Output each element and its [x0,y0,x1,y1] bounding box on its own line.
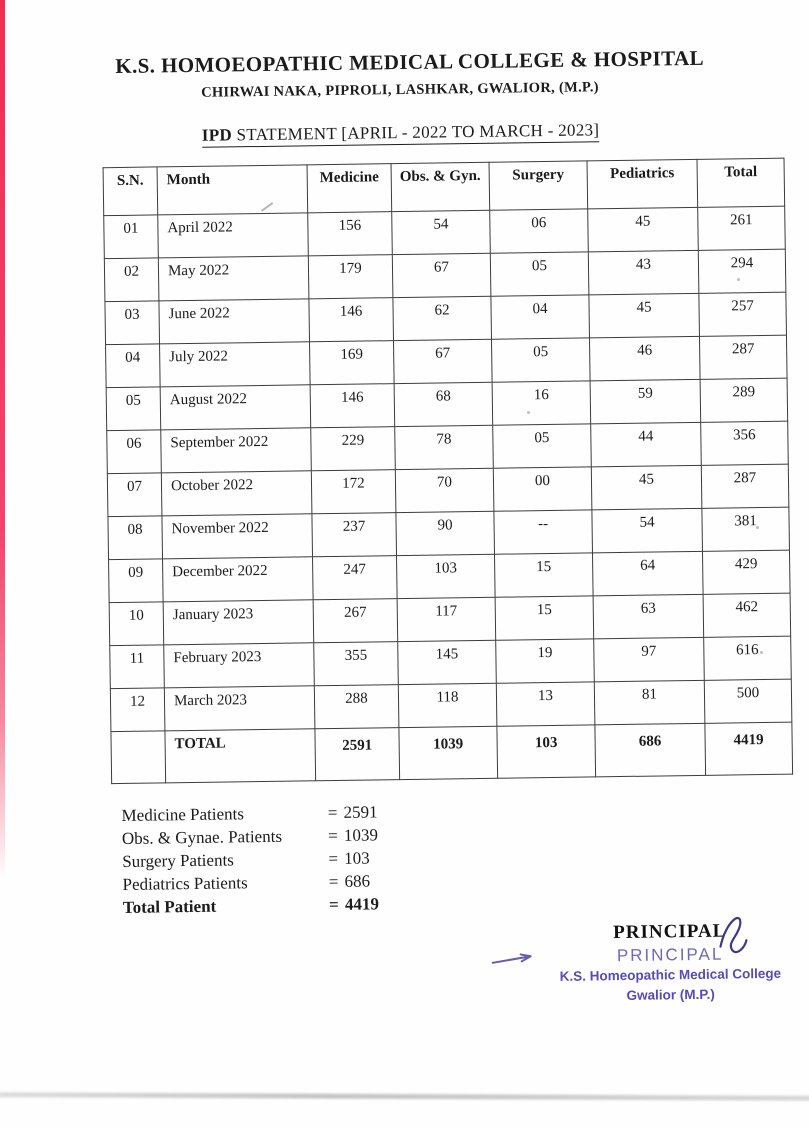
principal-stamp [552,944,788,1007]
month-cell: October 2022 [161,471,312,516]
summary-label: Pediatrics Patients [122,873,248,894]
value-cell: 46 [589,336,700,381]
value-cell: 63 [593,594,704,639]
sn-cell: 01 [104,215,159,259]
value-cell: 54 [392,210,491,254]
total-value-cell: 1039 [399,726,498,779]
month-cell: May 2022 [158,256,309,301]
column-header: Obs. & Gyn. [391,162,490,211]
sn-cell: 07 [107,473,162,517]
month-cell: July 2022 [160,342,311,387]
value-cell: 288 [314,685,399,729]
summary-value: 1039 [343,825,379,845]
value-cell: 90 [396,511,495,555]
summary-value: 103 [344,848,370,868]
summary-label: Obs. & Gynae. Patients [121,826,283,848]
month-cell: November 2022 [162,514,313,559]
statement-prefix: IPD [201,125,233,145]
value-cell: 117 [397,597,496,641]
total-value-cell: 4419 [705,722,793,775]
value-cell: 462 [703,593,791,637]
sn-cell: 10 [109,602,164,646]
value-cell: 267 [313,599,398,643]
month-cell: April 2022 [158,213,309,258]
value-cell: 04 [491,295,590,339]
value-cell: 45 [588,207,699,252]
value-cell: 229 [311,427,396,471]
value-cell: 64 [592,551,703,596]
summary-value: 2591 [343,802,378,822]
total-value-cell: 103 [497,725,596,778]
month-cell: March 2023 [164,686,315,731]
value-cell: 355 [314,642,399,686]
value-cell: -- [494,510,593,554]
value-cell: 67 [392,253,491,297]
value-cell: 15 [495,596,594,640]
statement-title-text [202,120,600,148]
value-cell: 81 [594,680,705,725]
summary-value: 686 [344,871,371,891]
equals-sign: = [328,848,339,869]
month-cell: December 2022 [163,557,314,602]
statement-title [0,117,805,148]
sn-cell: 05 [106,387,161,431]
value-cell: 05 [493,424,592,468]
value-cell: 257 [699,292,787,336]
value-cell: 15 [494,553,593,597]
principal-printed-label: PRINCIPAL [613,921,726,945]
sn-cell: 06 [107,430,162,474]
stamp-line-college: K.S. Homeopathic Medical College [559,965,782,984]
value-cell: 45 [591,465,702,510]
total-label-cell: TOTAL [165,729,316,783]
value-cell: 237 [312,513,397,557]
total-value-cell: 2591 [315,728,400,781]
sn-cell: 08 [108,516,163,560]
document-header [0,44,805,148]
ipd-statement-table [103,158,794,784]
sn-cell: 04 [106,344,161,388]
month-cell: January 2023 [163,600,314,645]
stamp-line-city: Gwalior (M.P.) [626,986,715,1003]
column-header: Pediatrics [587,159,698,209]
summary-value: 4419 [344,894,380,914]
value-cell: 54 [592,508,703,553]
sn-cell [111,731,166,784]
month-cell: February 2023 [164,643,315,688]
value-cell: 156 [308,212,393,256]
value-cell: 16 [492,381,591,425]
value-cell: 287 [699,335,787,379]
summary-label: Medicine Patients [121,804,245,825]
column-header: Total [697,158,785,207]
sn-cell: 02 [104,258,159,302]
stamp-pen-arrow [491,951,541,968]
statement-rest: STATEMENT [APRIL - 2022 TO MARCH - 2023] [231,120,600,145]
value-cell: 500 [704,679,792,723]
sn-cell: 03 [105,301,160,345]
value-cell: 43 [588,250,699,295]
college-name-title: K.S. HOMOEOPATHIC MEDICAL COLLEGE & HOSPITAL [115,45,705,79]
column-header: Month [157,165,308,215]
value-cell: 356 [701,421,789,465]
value-cell: 294 [698,249,786,293]
value-cell: 19 [496,639,595,683]
value-cell: 78 [395,425,494,469]
value-cell: 172 [311,470,396,514]
value-cell: 289 [700,378,788,422]
table-total-row [111,722,793,784]
column-header: S.N. [103,167,158,216]
total-value-cell: 686 [595,723,706,777]
value-cell: 97 [594,637,705,682]
value-cell: 59 [590,379,701,424]
value-cell: 145 [398,640,497,684]
value-cell: 05 [490,252,589,296]
value-cell: 118 [398,683,497,727]
value-cell: 287 [701,464,789,508]
value-cell: 146 [309,298,394,342]
equals-sign: = [327,802,338,823]
value-cell: 429 [702,550,790,594]
scan-bottom-page-edge [0,1092,809,1101]
ipd-table-body [104,206,793,783]
value-cell: 45 [589,293,700,338]
equals-sign: = [328,894,339,915]
value-cell: 169 [310,341,395,385]
month-cell: June 2022 [159,299,310,344]
sn-cell: 09 [109,559,164,603]
column-header: Surgery [489,161,588,210]
value-cell: 146 [310,384,395,428]
equals-sign: = [328,871,339,892]
month-cell: September 2022 [161,428,312,473]
value-cell: 381 [702,507,790,551]
value-cell: 44 [591,422,702,467]
column-header: Medicine [307,164,392,213]
value-cell: 05 [491,338,590,382]
value-cell: 247 [313,556,398,600]
value-cell: 62 [393,296,492,340]
sn-cell: 12 [110,688,165,732]
stamp-line-principal: PRINCIPAL [552,944,787,967]
value-cell: 06 [490,209,589,253]
summary-label: Total Patient [122,896,217,917]
equals-sign: = [327,825,338,846]
value-cell: 103 [397,554,496,598]
value-cell: 179 [308,255,393,299]
value-cell: 70 [395,468,494,512]
summary-block [121,794,809,919]
value-cell: 13 [496,682,595,726]
summary-label: Surgery Patients [122,850,234,871]
sn-cell: 11 [110,645,165,689]
month-cell: August 2022 [160,385,311,430]
signature-block [552,920,788,1007]
value-cell: 261 [698,206,786,250]
value-cell: 616 [704,636,792,680]
value-cell: 67 [394,339,493,383]
value-cell: 68 [394,382,493,426]
value-cell: 00 [493,467,592,511]
college-address: CHIRWAI NAKA, PIPROLI, LASHKAR, GWALIOR, (M.P.) [201,79,599,101]
